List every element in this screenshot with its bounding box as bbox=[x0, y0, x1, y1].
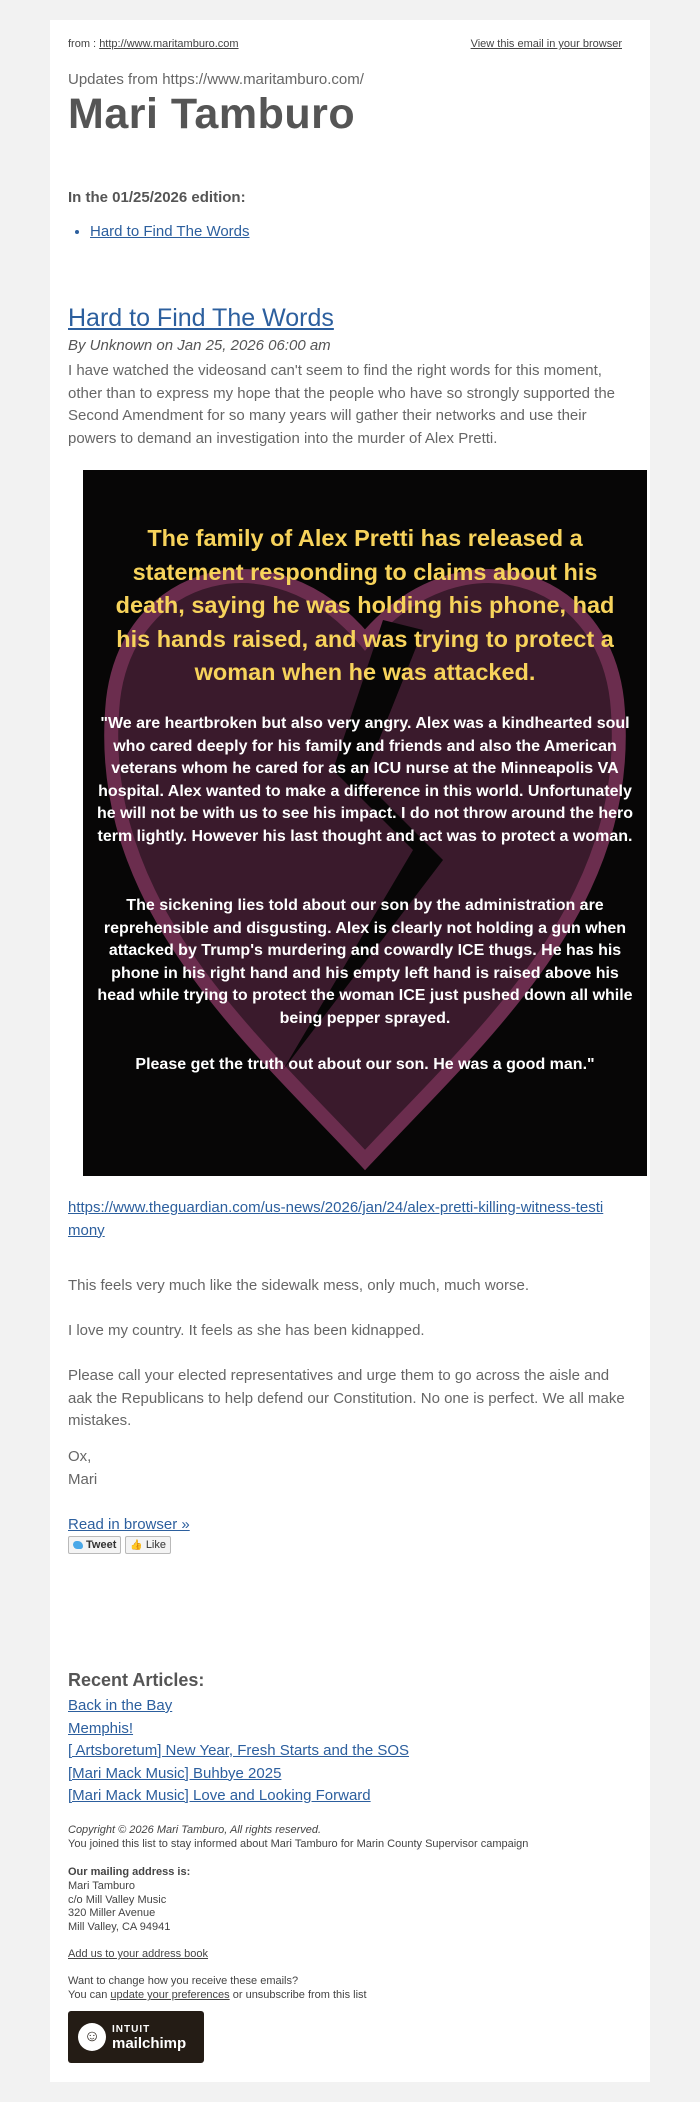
mailchimp-freddie-icon: ☺ bbox=[78, 2023, 106, 2051]
update-preferences-link[interactable]: update your preferences bbox=[110, 1989, 230, 2001]
post-paragraph-1: This feels very much like the sidewalk mess, only much, much worse. bbox=[68, 1277, 529, 1294]
copyright: Copyright © 2026 Mari Tamburo, All rights reserved. bbox=[68, 1824, 322, 1836]
read-in-browser-link[interactable]: Read in browser » bbox=[68, 1516, 190, 1533]
address-book-link[interactable]: Add us to your address book bbox=[68, 1948, 209, 1960]
facebook-thumb-icon: 👍 bbox=[130, 1539, 143, 1551]
change-prefs-question: Want to change how you receive these emails? bbox=[68, 1975, 299, 1987]
joined-reason: You joined this list to stay informed about Mari Tamburo for Marin County Supervisor campaign bbox=[68, 1838, 529, 1850]
image-quote-1: "We are heartbroken but also very angry. Alex was a kindhearted soul who cared deeply for his family and friends and also the American veterans whom he cared for as an ICU nurse at the Minneapolis VA hospital. Alex wanted to make a difference in this world. Unfortunately he will not be with us to see his impact. I do not throw around the hero term lightly. However his last thought and act was to protect a woman. bbox=[96, 715, 634, 845]
post-title-link[interactable]: Hard to Find The Words bbox=[68, 304, 334, 332]
recent-article-link[interactable]: [ Artsboretum] New Year, Fresh Starts and the SOS bbox=[68, 1742, 410, 1759]
post-paragraph-3: Please call your elected representatives and urge them to go across the aisle and aak the Republicans to help defend our Constitution. No one is perfect. We all make mistakes. bbox=[68, 1367, 625, 1429]
edition-toc bbox=[90, 223, 250, 240]
mailing-address: Mari Tamburo c/o Mill Valley Music 320 Miller Avenue Mill Valley, CA 94941 bbox=[68, 1880, 171, 1933]
from-link[interactable]: http://www.maritamburo.com bbox=[99, 38, 239, 50]
brand-title: Mari Tamburo bbox=[68, 90, 356, 138]
image-headline: The family of Alex Pretti has released a statement responding to claims about his death, saying he was holding his phone, had his hands raised, and was trying to protect a woman when he was attacked. bbox=[115, 525, 615, 685]
recent-article-link[interactable]: Back in the Bay bbox=[68, 1697, 173, 1714]
email-card bbox=[50, 20, 650, 2082]
prefs-line: You can update your preferences or unsubscribe from this list bbox=[68, 1989, 367, 2001]
source-link[interactable]: https://www.theguardian.com/us-news/2026/jan/24/alex-pretti-killing-witness-testimony bbox=[68, 1199, 604, 1239]
post-byline: By Unknown on Jan 25, 2026 06:00 am bbox=[68, 337, 331, 354]
recent-articles-list bbox=[68, 1695, 409, 1808]
recent-article-link[interactable]: [Mari Mack Music] Buhbye 2025 bbox=[68, 1764, 282, 1782]
edition-title: In the 01/25/2026 edition: bbox=[68, 189, 246, 206]
share-buttons bbox=[68, 1536, 171, 1554]
from-line: from : http://www.maritamburo.com bbox=[68, 38, 239, 50]
mailing-label: Our mailing address is: bbox=[68, 1866, 191, 1878]
toc-link[interactable]: Hard to Find The Words bbox=[90, 223, 250, 240]
statement-image bbox=[83, 470, 647, 1176]
top-bar bbox=[68, 38, 622, 50]
toc-item bbox=[90, 223, 250, 240]
view-in-browser-link[interactable]: View this email in your browser bbox=[470, 38, 622, 50]
post-signoff-1: Ox, bbox=[68, 1448, 92, 1465]
post-intro: I have watched the videosand can't seem to find the right words for this moment, other than to express my hope that the people who have so strongly supported the Second Amendment for so many years will gather their networks and use their powers to demand an investigation into the murder of Alex Pretti. bbox=[68, 362, 616, 447]
mailchimp-badge[interactable]: ☺ INTUIT mailchimp bbox=[68, 2011, 204, 2063]
recent-article-link[interactable]: [Mari Mack Music] Love and Looking Forward bbox=[68, 1787, 371, 1804]
tweet-button[interactable]: Tweet bbox=[68, 1536, 121, 1554]
image-quote-2: The sickening lies told about our son by the administration are reprehensible and disgusting. Alex is clearly not holding a gun when attacked by Trump's murdering and cowardly ICE thugs. He has his phone in his right hand and his empty left hand is raised above his head while trying to protect the woman ICE just pushed down all while being pepper sprayed. bbox=[97, 897, 633, 1027]
image-quote-3: Please get the truth out about our son. He was a good man." bbox=[135, 1056, 595, 1073]
like-button[interactable]: 👍 Like bbox=[125, 1536, 171, 1554]
twitter-bird-icon bbox=[73, 1541, 83, 1549]
post-paragraph-2: I love my country. It feels as she has been kidnapped. bbox=[68, 1322, 425, 1339]
post-signoff-2: Mari bbox=[68, 1471, 98, 1488]
recent-article-link[interactable]: Memphis! bbox=[68, 1719, 134, 1737]
updates-line: Updates from https://www.maritamburo.com/ bbox=[68, 71, 364, 88]
recent-articles-title: Recent Articles: bbox=[68, 1670, 205, 1690]
unsubscribe-text: or unsubscribe from this list bbox=[232, 1989, 367, 2001]
